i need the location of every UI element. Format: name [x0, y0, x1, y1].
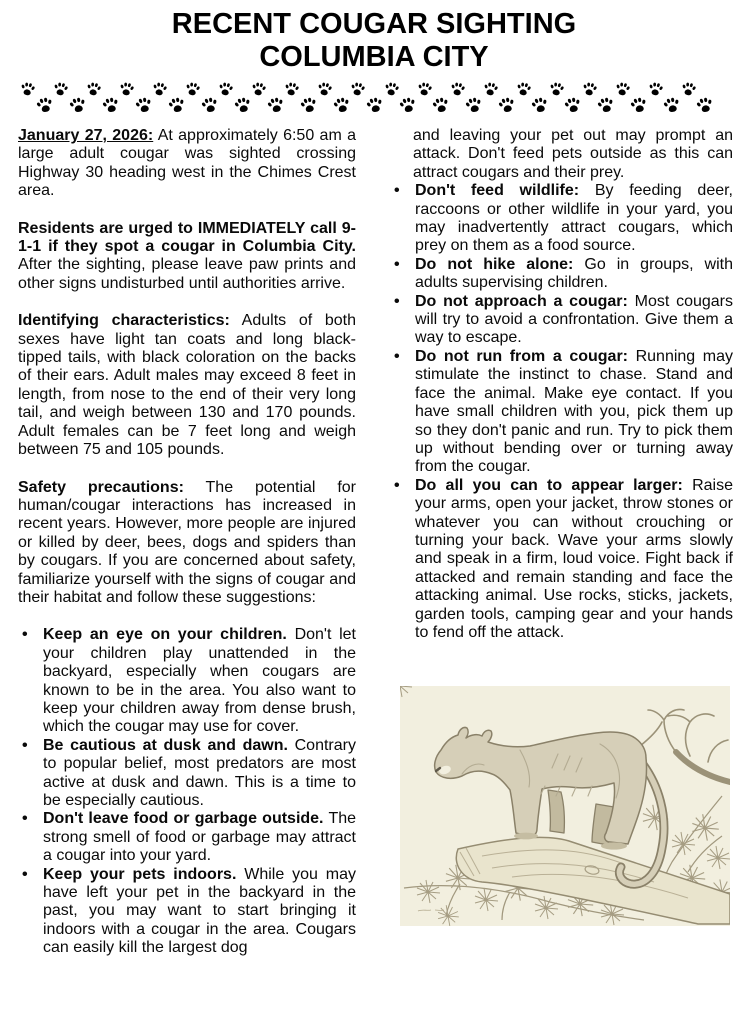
paw-print-icon [614, 80, 632, 98]
paw-print-icon [316, 80, 334, 98]
paw-print-icon [628, 94, 649, 116]
paw-print-icon [250, 80, 268, 98]
call-911-paragraph [18, 220, 356, 294]
paw-print-icon [166, 94, 187, 116]
safety-paragraph [18, 479, 356, 608]
safety-lead: Safety precautions: [18, 478, 184, 496]
list-item [390, 182, 733, 256]
paw-print-icon [232, 94, 253, 116]
bullet-lead: Keep an eye on your children. [43, 626, 287, 644]
list-item [18, 866, 356, 958]
paw-print-icon [562, 94, 583, 116]
list-item [390, 348, 733, 477]
paw-print-icon [67, 94, 88, 116]
bullet-lead: Don't leave food or garbage outside. [43, 810, 324, 828]
identifying-lead: Identifying characteristics: [18, 312, 230, 330]
body-columns [18, 127, 733, 958]
paw-print-icon [382, 80, 400, 98]
paw-print-icon [331, 94, 352, 116]
bullet-text: Go in groups, with adults supervising children. [415, 255, 734, 292]
paw-divider [20, 81, 714, 119]
paw-print-icon [34, 94, 55, 116]
bullet-lead: Be cautious at dusk and dawn. [43, 736, 288, 754]
paw-print-icon [662, 94, 683, 116]
bullet-text: By feeding deer, raccoons or other wildlife in your yard, you may inadvertently attract cougars, which prey on them as a food source. [415, 182, 733, 255]
paw-print-icon [100, 94, 121, 116]
list-item [18, 810, 356, 865]
cougar-sketch-image [400, 686, 730, 926]
paw-print-icon [581, 80, 599, 98]
list-item [390, 256, 733, 293]
right-column [390, 127, 733, 958]
safety-text: The potential for human/cougar interactions has increased in recent years. However, more people are injured or killed by deer, bees, dogs and spiders than by cougars. If you are concerned about safety, familiarize yourself with the signs of cougar and their habitat and follow these suggestions: [18, 478, 357, 606]
pets-continuation-text: and leaving your pet out may prompt an attack. Don't feed pets outside as this can attract cougars and their prey. [413, 127, 733, 181]
list-item [18, 737, 356, 811]
page-title-line2: COLUMBIA CITY [259, 41, 489, 73]
list-item [390, 477, 733, 643]
safety-list-right [390, 182, 733, 642]
paw-print-icon [52, 80, 70, 98]
cougar-illustration [400, 686, 730, 926]
paw-print-icon [184, 80, 202, 98]
left-column [18, 127, 356, 958]
paw-print-icon [349, 80, 367, 98]
safety-list-left [18, 626, 356, 957]
paw-print-icon [397, 94, 418, 116]
paw-print-icon [133, 94, 154, 116]
paw-print-icon [547, 80, 565, 98]
date-lead: January 27, 2026: [18, 127, 154, 144]
identifying-text: Adults of both sexes have light tan coats and long black-tipped tails, with black coloration on the backs of their ears. Adult males may exceed 8 feet in length, from nose to the end of their very long tail, and weigh between 130 and 170 pounds. Adult females can be 7 feet long and weigh between 75 and 105 pounds. [18, 312, 356, 459]
paw-print-icon [265, 94, 286, 116]
paw-print-icon [151, 80, 169, 98]
page-title [0, 0, 748, 74]
paw-print-icon [463, 94, 484, 116]
bullet-lead: Do not run from a cougar: [415, 347, 628, 365]
list-item [390, 293, 733, 348]
paw-print-icon [283, 80, 301, 98]
bullet-lead: Do not hike alone: [415, 255, 574, 273]
list-item [18, 626, 356, 736]
paw-print-icon [514, 80, 532, 98]
sighting-paragraph [18, 127, 356, 201]
bullet-lead: Keep your pets indoors. [43, 865, 237, 883]
paw-print-icon [595, 94, 616, 116]
paw-print-icon [85, 80, 103, 98]
bullet-text: Don't let your children play unattended in the backyard, especially when cougars are known to be in the area. You also want to keep your children away from dense brush, which the cougar may use for cover. [43, 626, 357, 736]
paw-print-icon [118, 80, 136, 98]
paw-print-icon [496, 94, 517, 116]
paw-print-icon [364, 94, 385, 116]
bullet-text: While you may have left your pet in the backyard in the past, you may want to start bringing it indoors with a cougar in the area. Cougars can easily kill the largest dog [43, 865, 356, 957]
bullet-lead: Do not approach a cougar: [415, 292, 628, 310]
paw-print-icon [430, 94, 451, 116]
paw-print-icon [481, 80, 499, 98]
paw-print-icon [298, 94, 319, 116]
identifying-paragraph [18, 312, 356, 459]
paw-print-icon [647, 80, 665, 98]
call-911-text: After the sighting, please leave paw prints and other signs undisturbed until authorities arrive. [18, 256, 356, 292]
bullet-text: Contrary to popular belief, most predators are most active at dusk and dawn. This is a time to be especially cautious. [43, 736, 356, 809]
bullet-text: Raise your arms, open your jacket, throw stones or whatever you can without crouching or turning your back. Wave your arms slowly and speak in a firm, loud voice. Fight back if attacked and remain standing and face the attacking animal. Use rocks, sticks, jackets, garden tools, camping gear and your hands to fend off the attack. [415, 476, 733, 641]
paw-print-icon [680, 80, 698, 98]
paw-print-icon [415, 80, 433, 98]
bullet-lead: Do all you can to appear larger: [415, 476, 683, 494]
bullet-text: Most cougars will try to avoid a confrontation. Give them a way to escape. [415, 292, 733, 347]
paw-print-icon [695, 94, 716, 116]
paw-print-icon [529, 94, 550, 116]
paw-print-icon [199, 94, 220, 116]
bullet-text: Running may stimulate the instinct to chase. Stand and face the animal. Make eye contact. If you have small children with you, pick them up so they don't panic and run. Try to pick them up without bending over or turning away from the cougar. [415, 347, 734, 476]
bullet-lead: Don't feed wildlife: [415, 182, 580, 200]
paw-print-icon [19, 80, 37, 98]
sighting-text: At approximately 6:50 am a large adult cougar was sighted crossing Highway 30 heading west in the Chimes Crest area. [18, 127, 357, 200]
page-title-line1: RECENT COUGAR SIGHTING [171, 8, 577, 40]
bullet-text: The strong smell of food or garbage may attract a cougar into your yard. [43, 810, 357, 865]
call-911-lead: Residents are urged to IMMEDIATELY call 9-1-1 if they spot a cougar in Columbia City. [18, 219, 356, 256]
paw-print-icon [448, 80, 466, 98]
paw-print-icon [217, 80, 235, 98]
